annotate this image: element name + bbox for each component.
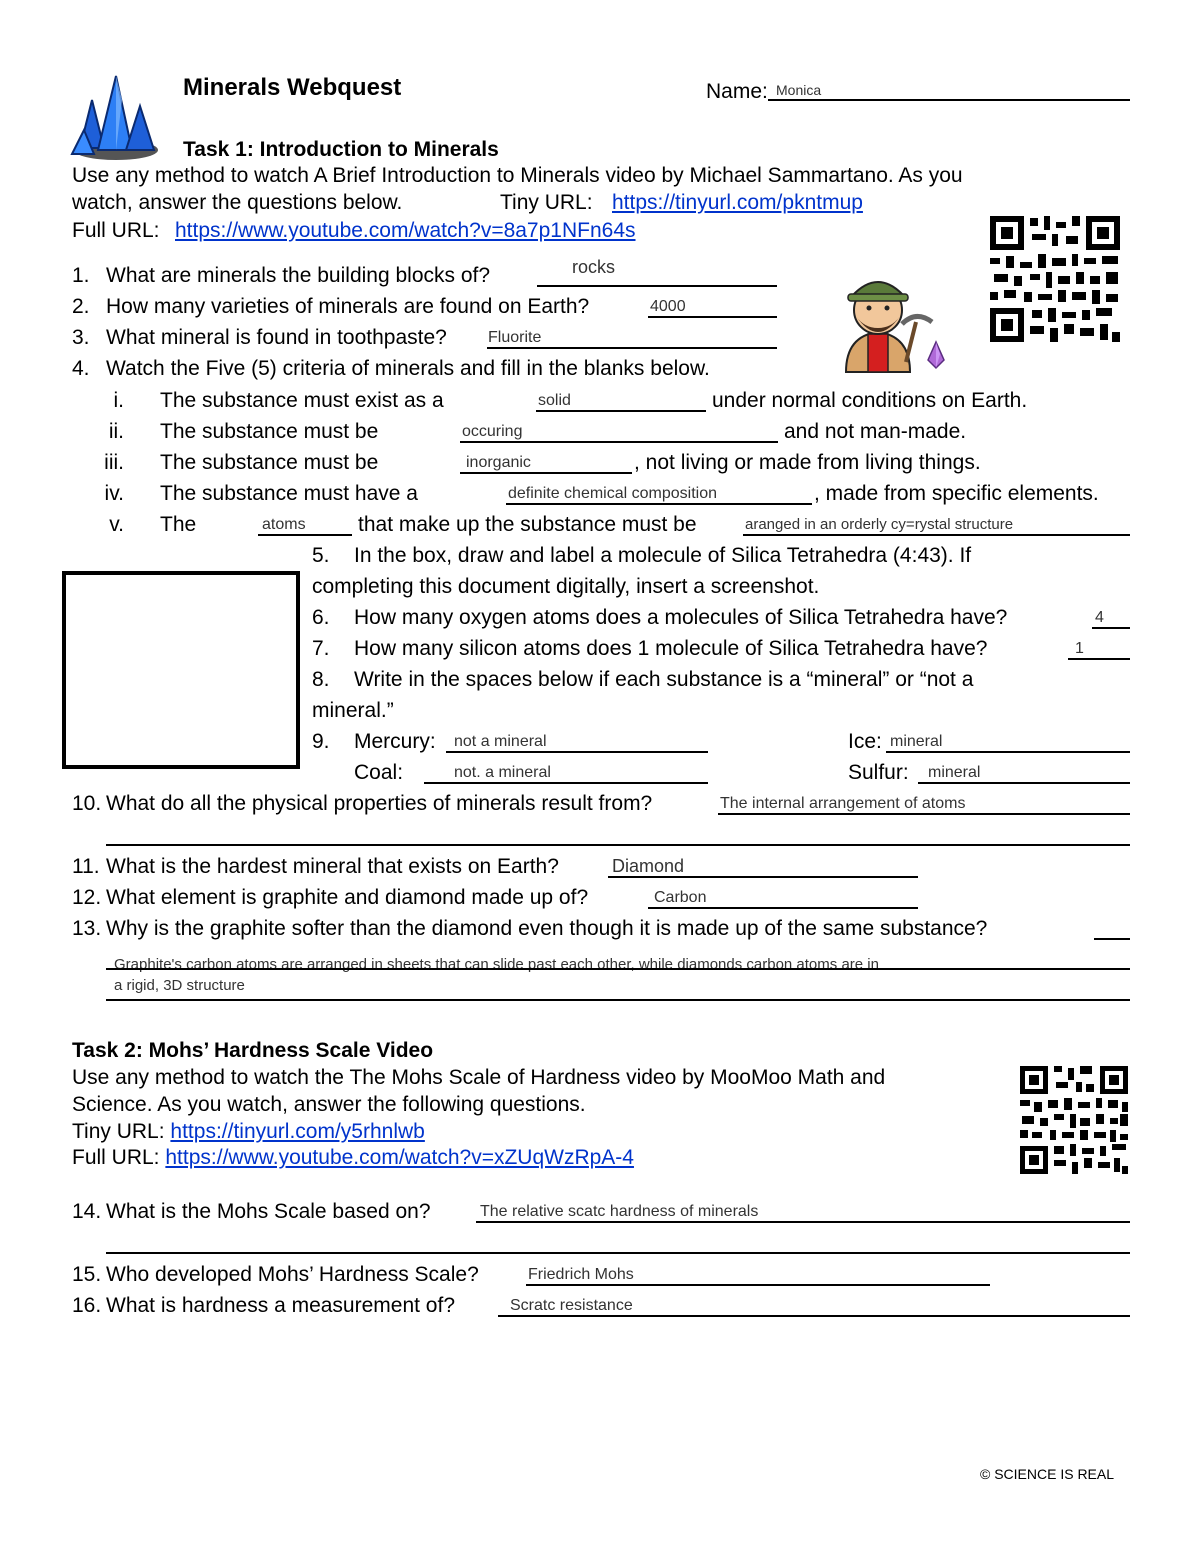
criteria-v-answer2-line[interactable] [743,534,1130,536]
q5-line1 [312,544,971,568]
q13-text [72,917,987,941]
q9-ice-answer: mineral [890,733,943,750]
q1-answer-line[interactable] [537,285,777,287]
q2-answer-line[interactable] [648,316,777,318]
q1-number: 1. [72,264,90,287]
criteria-v-answer2: aranged in an orderly cy=rystal structure [745,516,1014,533]
q16-text [72,1294,455,1318]
q11-answer: Diamond [612,856,685,876]
q11-answer-line[interactable] [608,876,918,878]
q1-label: What are minerals the building blocks of? [106,264,491,287]
q7-answer: 1 [1075,640,1084,657]
q4-number: 4. [72,357,90,380]
q13-answer-line1: Graphite's carbon atoms are arranged in sheets that can slide past each other, while diamonds carbon atoms are in [114,956,879,973]
criteria-i-post: under normal conditions on Earth. [712,389,1028,412]
q6-number: 6. [312,606,330,629]
q9-sulfur-answer: mineral [928,764,981,781]
q8-text-line2: mineral.” [312,699,394,722]
q12-text [72,886,588,910]
q11-label: What is the hardest mineral that exists on Earth? [106,855,559,878]
criteria-iv [72,482,418,506]
page-title: Minerals Webquest [183,74,402,101]
q7-label: How many silicon atoms does 1 molecule of Silica Tetrahedra have? [354,637,988,660]
criteria-iii-pre: The substance must be [160,451,379,474]
criteria-ii-number: ii. [108,420,124,443]
criteria-ii [72,420,378,444]
q13-answer-line0[interactable] [1094,938,1130,940]
name-label: Name: [706,80,768,103]
q6-answer: 4 [1095,609,1104,626]
q9-mercury-answer-line[interactable] [446,751,708,753]
q9-ice-label: Ice: [848,730,882,753]
criteria-v-answer: atoms [262,516,306,533]
criteria-iv-post: , made from specific elements. [814,482,1099,505]
criteria-v [72,513,196,537]
criteria-v-answer-line[interactable] [258,534,352,536]
q2-label: How many varieties of minerals are found on Earth? [106,295,590,318]
q11-number: 11. [72,855,100,878]
q12-number: 12. [72,886,102,909]
criteria-i-answer-line[interactable] [536,410,706,412]
q14-number: 14. [72,1200,102,1223]
q5-text-line1: In the box, draw and label a molecule of Silica Tetrahedra (4:43). If [354,544,972,567]
q13-answer-line2-rule[interactable] [106,999,1130,1001]
criteria-i [72,389,444,413]
q7-answer-line[interactable] [1068,658,1130,660]
q2-answer: 4000 [650,298,686,315]
criteria-iii-answer-line[interactable] [460,472,632,474]
criteria-ii-post: and not man-made. [784,420,967,443]
q14-answer-line2[interactable] [106,1252,1130,1254]
q16-answer: Scratc resistance [510,1297,633,1314]
task2-full-url-link[interactable]: https://www.youtube.com/watch?v=xZUqWzRpA-4 [165,1146,634,1169]
q8-number: 8. [312,668,330,691]
crystal-logo-icon [70,70,162,162]
q1-answer: rocks [572,257,616,277]
q7-number: 7. [312,637,330,660]
q10-answer: The internal arrangement of atoms [720,795,966,812]
q16-label: What is hardness a measurement of? [106,1294,456,1317]
q8-text-line1: Write in the spaces below if each substance is a “mineral” or “not a [354,668,974,691]
q15-text [72,1263,479,1287]
drawing-box[interactable] [62,571,300,769]
q15-number: 15. [72,1263,102,1286]
q16-answer-line[interactable] [498,1315,1130,1317]
q11-text [72,855,559,879]
q5-text-line2: completing this document digitally, insert a screenshot. [312,575,820,598]
q8-line1 [312,668,973,692]
q2-text [72,295,589,319]
name-field-line[interactable] [768,99,1130,101]
q13-answer-line2: a rigid, 3D structure [114,977,245,994]
q12-answer: Carbon [654,889,707,906]
q13-answer-line[interactable] [106,968,1130,970]
q6-answer-line[interactable] [1092,627,1130,629]
task2-tiny-url-label: Tiny URL: [72,1120,165,1143]
q3-text [72,326,447,350]
task1-full-url-label: Full URL: [72,219,160,242]
qr-code-task2-icon [1018,1064,1130,1176]
q9-mercury-answer: not a mineral [454,733,547,750]
criteria-iii [72,451,378,475]
q14-answer: The relative scatc hardness of minerals [480,1203,759,1220]
q3-answer-line[interactable] [487,347,777,349]
task1-tiny-url-label: Tiny URL: [500,191,593,214]
criteria-iv-answer: definite chemical composition [508,485,717,502]
q2-number: 2. [72,295,90,318]
q15-answer-line[interactable] [526,1284,990,1286]
q10-answer-line2[interactable] [106,844,1130,846]
task2-tiny-row [72,1120,425,1144]
criteria-i-answer: solid [538,392,571,409]
criteria-iii-answer: inorganic [466,454,531,471]
criteria-v-number: v. [109,513,124,536]
q9-mercury [312,730,436,754]
q14-answer-line[interactable] [476,1221,1130,1223]
q9-number: 9. [312,730,330,753]
q9-coal-label: Coal: [354,761,404,784]
task2-full-url-label: Full URL: [72,1146,160,1169]
q13-number: 13. [72,917,102,940]
q9-coal-answer: not. a mineral [454,764,551,781]
q6-text [312,606,1007,630]
criteria-ii-answer: occuring [462,423,523,440]
task1-intro-line1: Use any method to watch A Brief Introduction to Minerals video by Michael Sammartano. As you [72,164,963,187]
task1-intro-line2: watch, answer the questions below. [72,191,403,214]
task1-heading: Task 1: Introduction to Minerals [183,138,499,161]
q9-coal-answer-line[interactable] [424,782,708,784]
q15-answer: Friedrich Mohs [528,1266,634,1283]
q10-answer-line[interactable] [718,813,1130,815]
task1-full-url-link[interactable]: https://www.youtube.com/watch?v=8a7p1NFn64s [175,219,636,242]
name-value: Monica [776,82,822,98]
q4-label: Watch the Five (5) criteria of minerals and fill in the blanks below. [106,357,710,380]
q14-label: What is the Mohs Scale based on? [106,1200,431,1223]
qr-code-task1-icon [988,214,1122,344]
q9-mercury-label: Mercury: [354,730,436,753]
q10-number: 10. [72,792,102,815]
geologist-icon [836,270,952,374]
criteria-i-number: i. [113,389,124,412]
criteria-i-pre: The substance must exist as a [160,389,444,412]
q3-number: 3. [72,326,90,349]
task2-tiny-url-link[interactable]: https://tinyurl.com/y5rhnlwb [170,1120,425,1143]
q15-label: Who developed Mohs’ Hardness Scale? [106,1263,479,1286]
q4-text [72,357,710,381]
q1-text [72,264,490,288]
criteria-v-pre: The [160,513,197,536]
criteria-v-mid: that make up the substance must be [358,513,697,536]
q7-text [312,637,987,661]
q3-answer: Fluorite [488,329,542,346]
q6-label: How many oxygen atoms does a molecules of Silica Tetrahedra have? [354,606,1008,629]
task2-intro-line2: Science. As you watch, answer the following questions. [72,1093,586,1116]
criteria-ii-answer-line[interactable] [460,441,778,443]
q12-label: What element is graphite and diamond made up of? [106,886,589,909]
q9-sulfur-answer-line[interactable] [918,782,1130,784]
q5-number: 5. [312,544,330,567]
criteria-iv-pre: The substance must have a [160,482,418,505]
q16-number: 16. [72,1294,102,1317]
criteria-iv-answer-line[interactable] [506,503,812,505]
q12-answer-line[interactable] [648,907,918,909]
q10-text [72,792,652,816]
criteria-iii-number: iii. [104,451,124,474]
footer-copyright: © SCIENCE IS REAL [980,1466,1115,1482]
q9-ice-answer-line[interactable] [886,751,1130,753]
criteria-iv-number: iv. [104,482,124,505]
q13-label: Why is the graphite softer than the diamond even though it is made up of the same substance? [106,917,988,940]
task2-heading: Task 2: Mohs’ Hardness Scale Video [72,1039,434,1062]
task2-full-row [72,1146,634,1170]
q3-label: What mineral is found in toothpaste? [106,326,447,349]
task1-tiny-url-link[interactable]: https://tinyurl.com/pkntmup [612,191,863,214]
task2-intro-line1: Use any method to watch the The Mohs Scale of Hardness video by MooMoo Math and [72,1066,886,1089]
q14-text [72,1200,431,1224]
criteria-iii-post: , not living or made from living things. [634,451,981,474]
criteria-ii-pre: The substance must be [160,420,379,443]
q10-label: What do all the physical properties of minerals result from? [106,792,653,815]
q9-sulfur-label: Sulfur: [848,761,909,784]
